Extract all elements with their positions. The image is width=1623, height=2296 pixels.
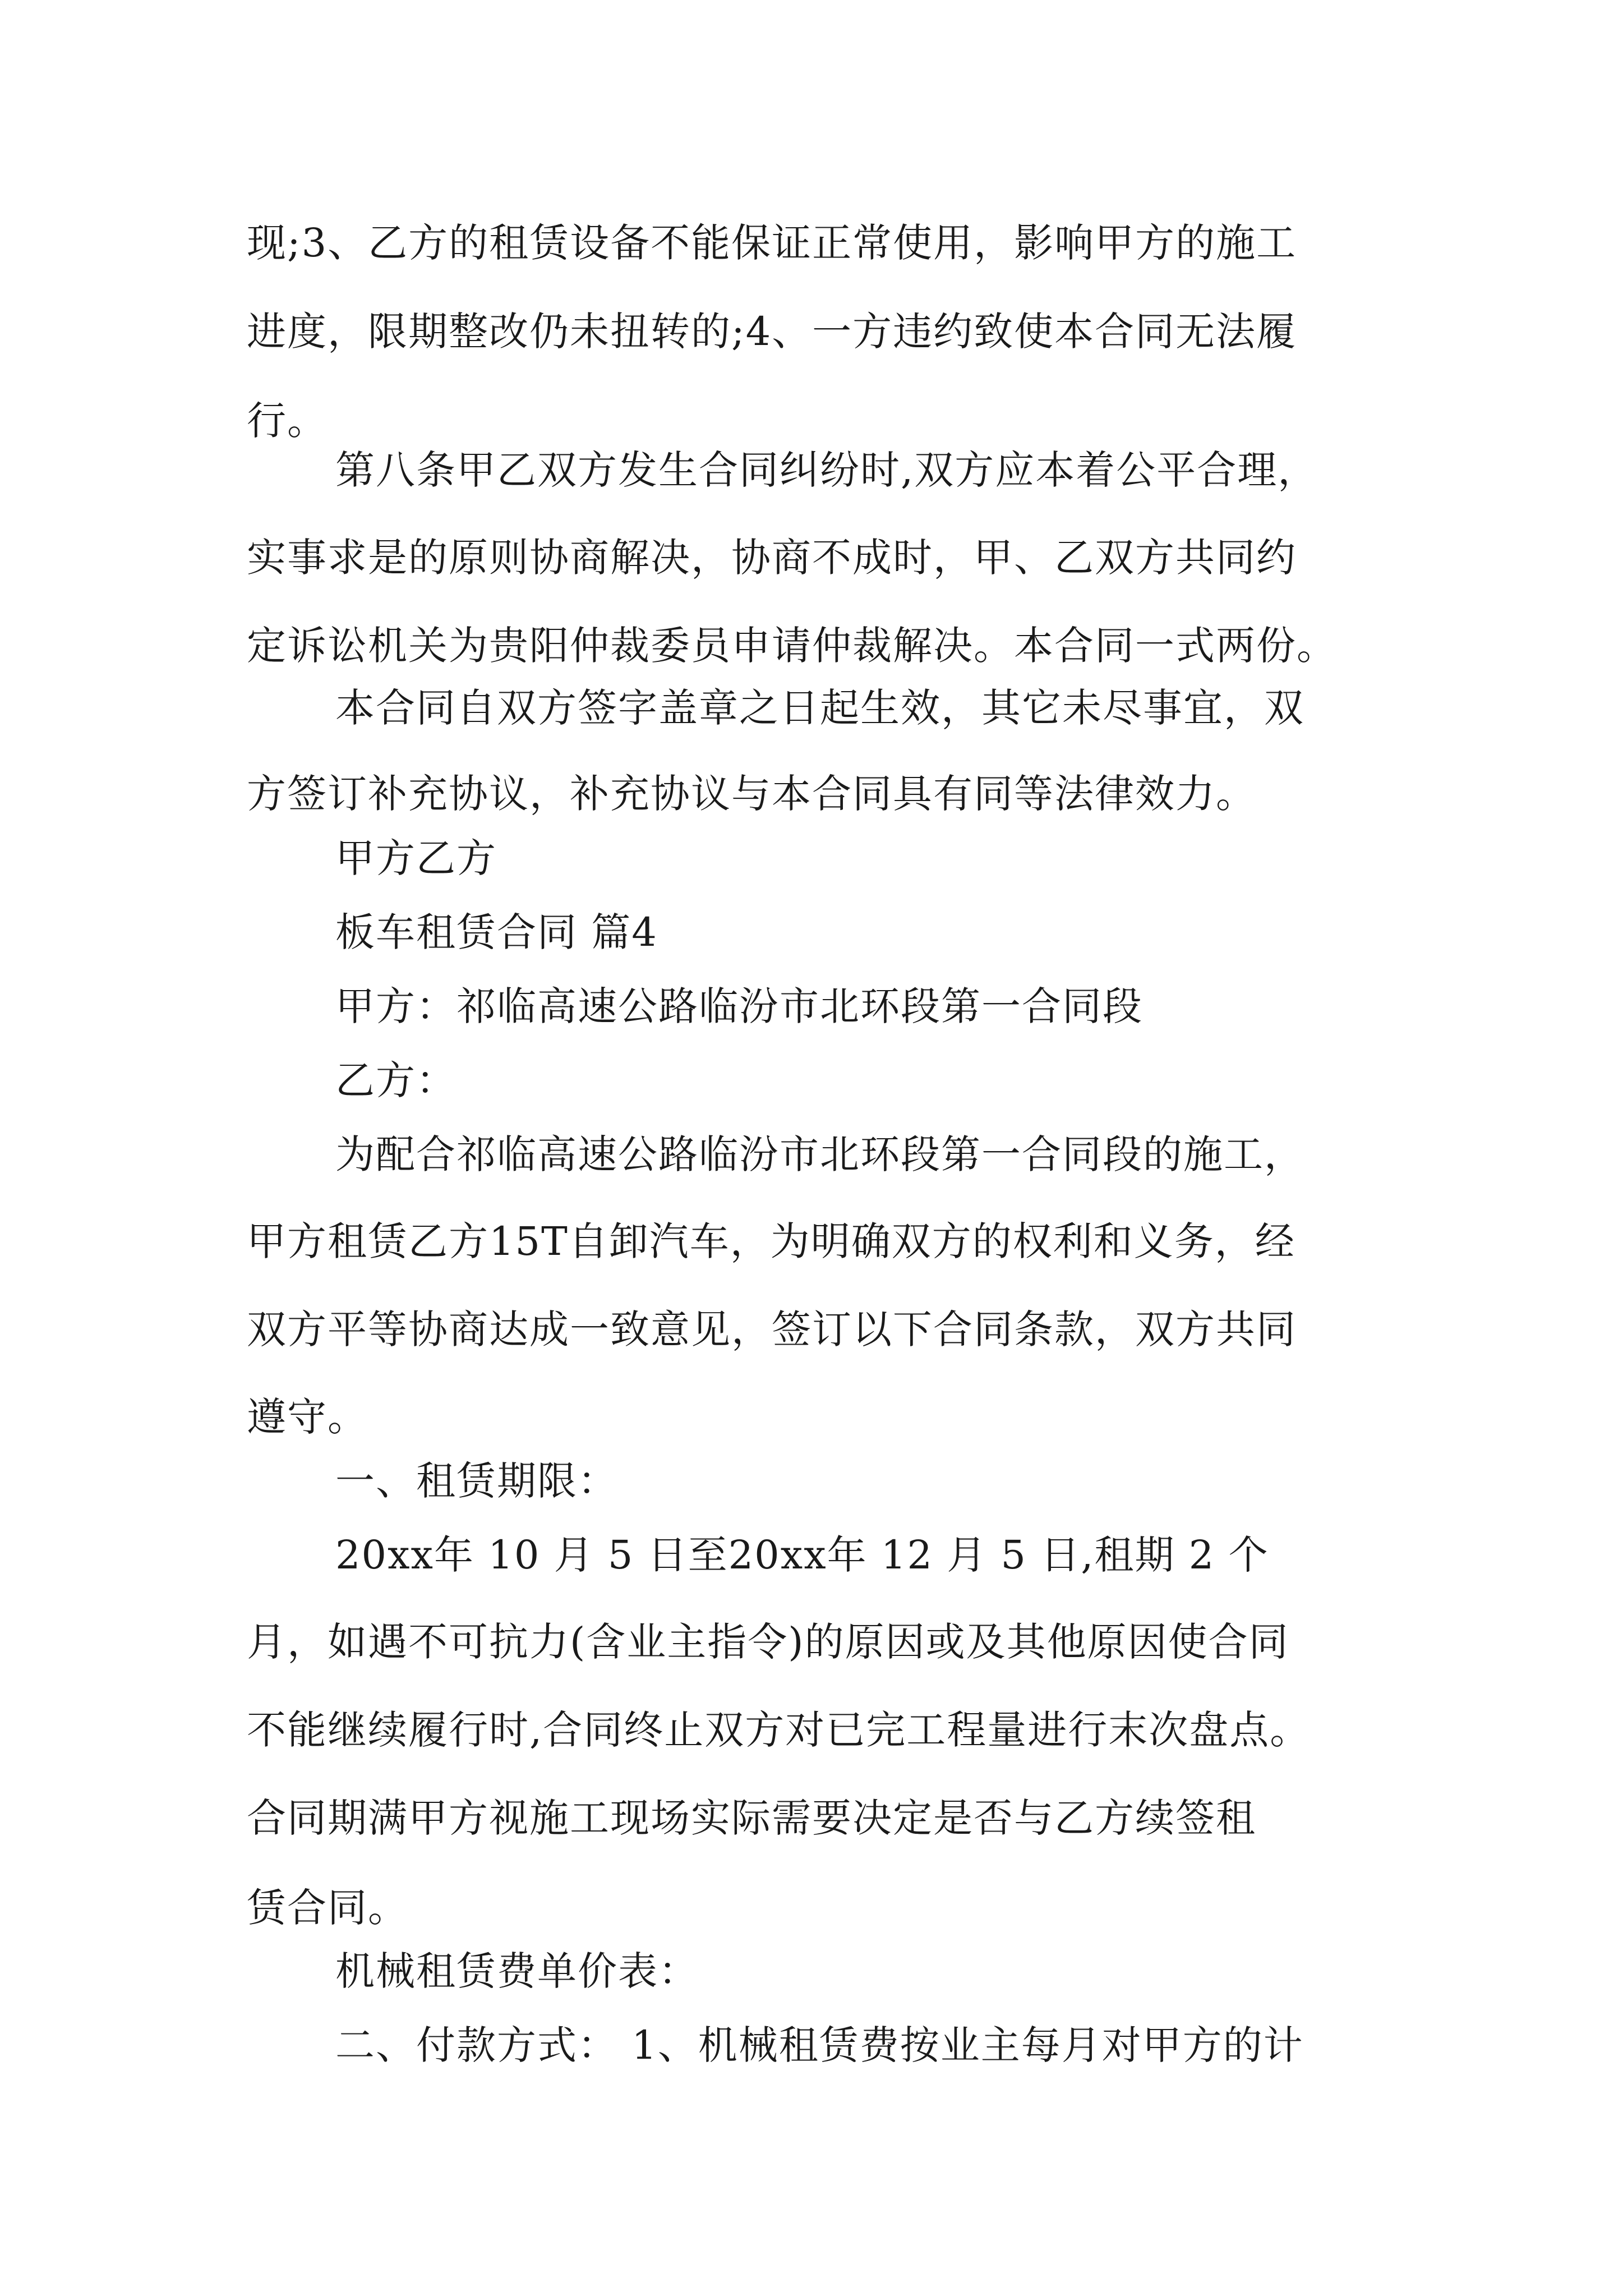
text-line: 月，如遇不可抗力(含业主指令)的原因或及其他原因使合同 [247, 1619, 1289, 1665]
text-line: 进度，限期整改仍未扭转的;4、一方违约致使本合同无法履 [247, 309, 1297, 355]
text-line: 本合同自双方签字盖章之日起生效，其它未尽事宜，双 [335, 685, 1304, 731]
text-line: 赁合同。 [247, 1885, 408, 1931]
text-line: 一、租赁期限： [335, 1458, 618, 1504]
text-line: 双方平等协商达成一致意见，签订以下合同条款，双方共同 [247, 1306, 1297, 1352]
text-line: 乙方： [335, 1057, 457, 1103]
text-line: 第八条甲乙双方发生合同纠纷时,双方应本着公平合理， [335, 447, 1318, 493]
text-line: 甲方乙方 [335, 835, 497, 881]
text-line: 甲方：祁临高速公路临汾市北环段第一合同段 [335, 983, 1143, 1029]
text-line: 现;3、乙方的租赁设备不能保证正常使用，影响甲方的施工 [247, 220, 1297, 266]
text-line: 甲方租赁乙方15T自卸汽车，为明确双方的权利和义务，经 [247, 1218, 1295, 1264]
text-line: 实事求是的原则协商解决，协商不成时，甲、乙双方共同约 [247, 535, 1297, 581]
text-line: 为配合祁临高速公路临汾市北环段第一合同段的施工， [335, 1131, 1304, 1177]
text-line: 合同期满甲方视施工现场实际需要决定是否与乙方续签租 [247, 1795, 1256, 1841]
text-line: 机械租赁费单价表： [335, 1948, 699, 1994]
section-heading: 板车租赁合同 篇4 [335, 909, 658, 955]
text-line: 20xx年 10 月 5 日至20xx年 12 月 5 日,租期 2 个 [335, 1532, 1269, 1578]
text-line: 不能继续履行时,合同终止双方对已完工程量进行末次盘点。 [247, 1707, 1311, 1753]
text-line: 二、付款方式： 1、机械租赁费按业主每月对甲方的计 [335, 2022, 1304, 2068]
text-line: 方签订补充协议，补充协议与本合同具有同等法律效力。 [247, 771, 1256, 817]
text-line: 定诉讼机关为贵阳仲裁委员申请仲裁解决。本合同一式两份。 [247, 623, 1337, 669]
text-line: 遵守。 [247, 1394, 368, 1440]
text-line: 行。 [247, 398, 328, 444]
